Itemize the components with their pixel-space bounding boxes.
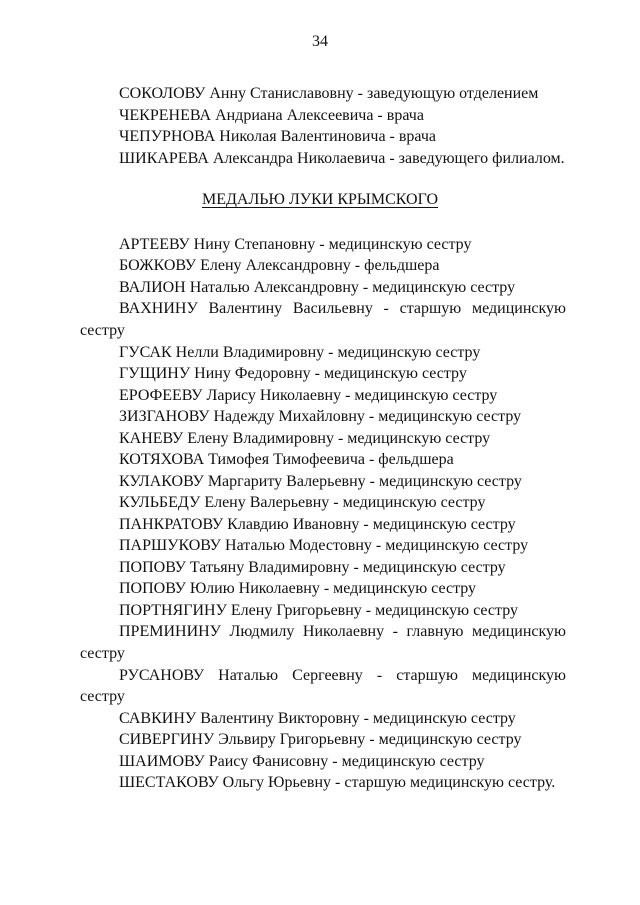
section-heading — [0, 190, 640, 210]
list-item: ПОПОВУ Татьяну Владимировну - медицинскую сестру — [119, 559, 506, 576]
list-item: КОТЯХОВА Тимофея Тимофеевича - фельдшера — [119, 451, 454, 468]
section-heading-text: МЕДАЛЬЮ ЛУКИ КРЫМСКОГО — [201, 191, 438, 208]
list-item: ПОРТНЯГИНУ Елену Григорьевну - медицинскую сестру — [119, 602, 519, 619]
list-item-continuation: сестру — [80, 322, 125, 339]
list-item: ШАИМОВУ Раису Фанисовну - медицинскую сестру — [119, 753, 485, 770]
list-item: ВАХНИНУ Валентину Васильевну - старшую медицинскую — [119, 300, 566, 317]
list-item: САВКИНУ Валентину Викторовну - медицинскую сестру — [119, 710, 516, 727]
list-item: ЧЕКРЕНЕВА Андриана Алексеевича - врача — [119, 107, 424, 124]
list-item: БОЖКОВУ Елену Александровну - фельдшера — [119, 257, 440, 274]
list-item: ЗИЗГАНОВУ Надежду Михайловну - медицинскую сестру — [119, 408, 522, 425]
list-item-continuation: сестру — [80, 688, 125, 705]
list-item: ПОПОВУ Юлию Николаевну - медицинскую сестру — [119, 580, 477, 597]
list-item: ЕРОФЕЕВУ Ларису Николаевну - медицинскую сестру — [119, 387, 498, 404]
list-item: ВАЛИОН Наталью Александровну - медицинскую сестру — [119, 279, 516, 296]
list-item: ПРЕМИНИНУ Людмилу Николаевну - главную медицинскую — [119, 623, 566, 640]
list-item: КУЛАКОВУ Маргариту Валерьевну - медицинскую сестру — [119, 473, 522, 490]
list-item: ГУСАК Нелли Владимировну - медицинскую сестру — [119, 344, 481, 361]
list-item: СОКОЛОВУ Анну Станиславовну - заведующую отделением — [119, 85, 539, 102]
list-item: КУЛЬБЕДУ Елену Валерьевну - медицинскую сестру — [119, 494, 486, 511]
list-item: ПАНКРАТОВУ Клавдию Ивановну - медицинскую сестру — [119, 516, 516, 533]
list-item: АРТЕЕВУ Нину Степановну - медицинскую сестру — [119, 236, 472, 253]
list-item: ШИКАРЕВА Александра Николаевича - заведующего филиалом. — [119, 150, 565, 167]
list-item: РУСАНОВУ Наталью Сергеевну - старшую медицинскую — [119, 667, 566, 684]
list-item: ПАРШУКОВУ Наталью Модестовну - медицинскую сестру — [119, 537, 529, 554]
page-number: 34 — [312, 33, 328, 50]
list-item: ЧЕПУРНОВА Николая Валентиновича - врача — [119, 128, 437, 145]
list-item-continuation: сестру — [80, 645, 125, 662]
list-item: СИВЕРГИНУ Эльвиру Григорьевну - медицинскую сестру — [119, 731, 522, 748]
list-item: ГУЩИНУ Нину Федоровну - медицинскую сестру — [119, 365, 467, 382]
list-item: ШЕСТАКОВУ Ольгу Юрьевну - старшую медицинскую сестру. — [119, 774, 556, 791]
list-item: КАНЕВУ Елену Владимировну - медицинскую сестру — [119, 430, 491, 447]
